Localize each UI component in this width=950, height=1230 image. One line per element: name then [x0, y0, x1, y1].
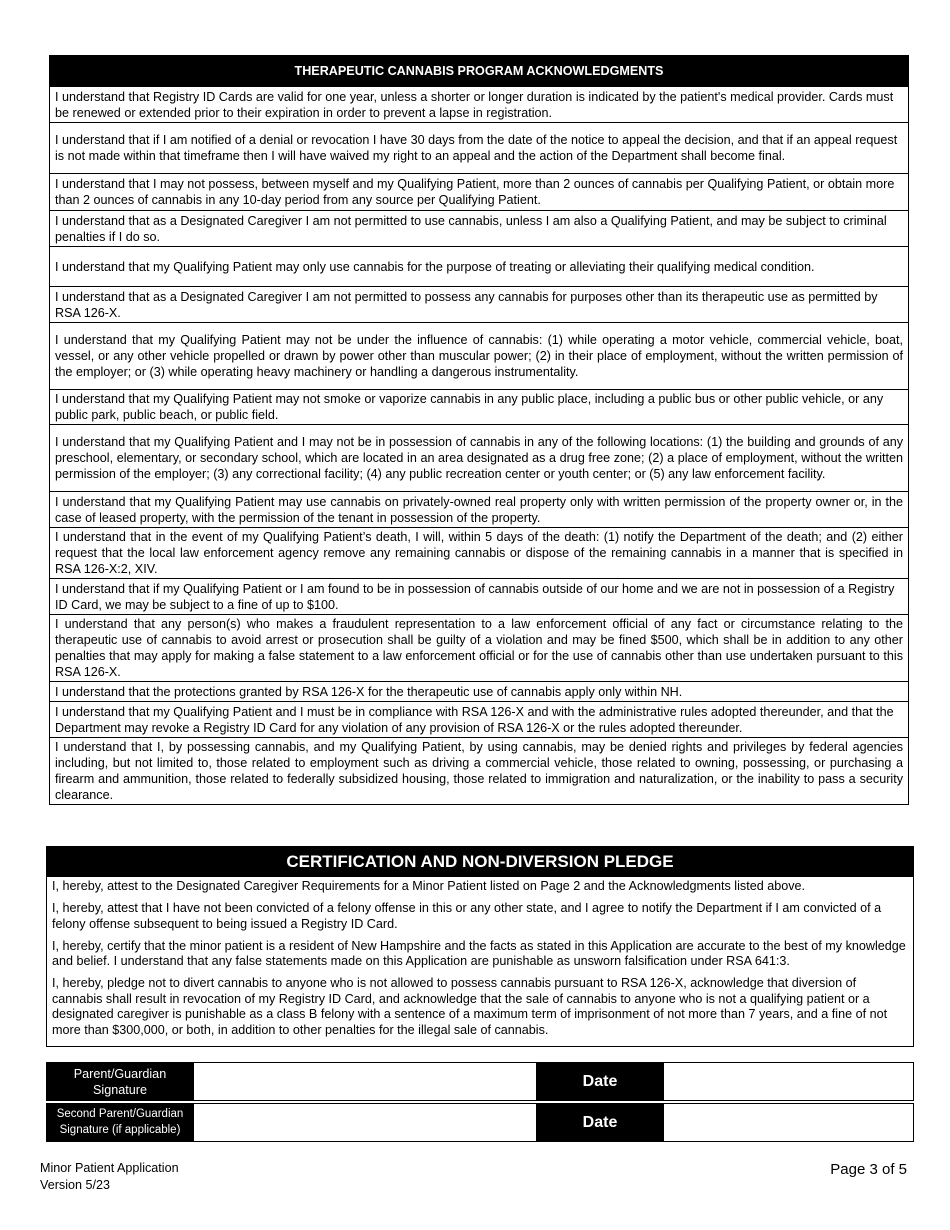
- acknowledgments-title: THERAPEUTIC CANNABIS PROGRAM ACKNOWLEDGMENTS: [50, 56, 909, 87]
- parent-date-field[interactable]: [664, 1063, 914, 1101]
- certification-paragraph: I, hereby, attest to the Designated Caregiver Requirements for a Minor Patient listed on Page 2 and the Acknowledgments listed above.: [52, 879, 806, 893]
- ack-item: I understand that as a Designated Caregiver I am not permitted to possess any cannabis for purposes other than its therapeutic use as permitted by RSA 126-X.: [50, 287, 909, 323]
- second-parent-signature-field[interactable]: [194, 1104, 537, 1142]
- certification-paragraph: I, hereby, attest that I have not been convicted of a felony offense in this or any other state, and I agree to notify the Department if I am convicted of a felony offense subsequent to being issued a Registry ID Card.: [52, 901, 882, 931]
- certification-paragraph: I, hereby, certify that the minor patient is a resident of New Hampshire and the facts as stated in this Application are accurate to the best of my knowledge and belief. I understand that any false statements made on this Application are punishable as unsworn falsification under RSA 641:3.: [52, 938, 906, 968]
- parent-signature-label: Parent/Guardian Signature: [47, 1063, 194, 1101]
- certification-section: [46, 846, 914, 1047]
- page-number: Page 3 of 5: [830, 1161, 907, 1178]
- certification-title: CERTIFICATION AND NON-DIVERSION PLEDGE: [47, 846, 913, 877]
- ack-item: I understand that my Qualifying Patient and I may not be in possession of cannabis in any of the following locations: (1) the building and grounds of any preschool, elementary, or secondary school, which are located in an area designated as a drug free zone; (2) a place of employment, without the written permission of the employer; (3) any correctional facility; (4) any public recreation center or youth center; or (5) any law enforcement facility.: [50, 425, 909, 492]
- ack-item: I understand that my Qualifying Patient and I must be in compliance with RSA 126-X and with the administrative rules adopted thereunder, and that the Department may revoke a Registry ID Card for any violation of any provision of RSA 126-X or the rules adopted thereunder.: [50, 702, 909, 738]
- second-parent-signature-label: Second Parent/Guardian Signature (if applicable): [47, 1104, 194, 1142]
- ack-item: I understand that if my Qualifying Patient or I am found to be in possession of cannabis outside of our home and we are not in possession of a Registry ID Card, we may be subject to a fine of up to $100.: [50, 579, 909, 615]
- form-version: Version 5/23: [40, 1178, 111, 1192]
- ack-item: I understand that I, by possessing cannabis, and my Qualifying Patient, by using cannabis, may be denied rights and privileges by federal agencies including, but not limited to, those related to employment such as driving a commercial vehicle, those related to owning, possessing, or purchasing a firearm and ammunition, those related to federally subsidized housing, those related to immigration and naturalization, or the inability to pass a security clearance.: [50, 738, 909, 805]
- footer-form-info: [40, 1160, 179, 1194]
- ack-item: I understand that in the event of my Qualifying Patient’s death, I will, within 5 days of the death: (1) notify the Department of the death; and (2) either request that the local law enforcement agency remove any remaining cannabis or dispose of the remaining cannabis in a manner that is specified in RSA 126-X:2, XIV.: [50, 528, 909, 579]
- parent-signature-row: [46, 1062, 914, 1101]
- certification-paragraph: I, hereby, pledge not to divert cannabis to anyone who is not allowed to possess cannabis pursuant to RSA 126-X, acknowledge that diversion of cannabis shall result in revocation of my Registry ID Card, and acknowledge that the sale of cannabis to anyone who is not a qualifying patient or a designated caregiver is punishable as a class B felony with a sentence of a maximum term of imprisonment of not more than 7 years, and a fine of not more than $300,000, or both, in addition to other penalties for the illegal sale of cannabis.: [52, 976, 888, 1037]
- ack-item: I understand that the protections granted by RSA 126-X for the therapeutic use of cannabis apply only within NH.: [50, 682, 909, 702]
- parent-date-label: Date: [537, 1063, 664, 1101]
- parent-signature-field[interactable]: [194, 1063, 537, 1101]
- ack-item: I understand that as a Designated Caregiver I am not permitted to use cannabis, unless I am also a Qualifying Patient, and may be subject to criminal penalties if I do so.: [50, 211, 909, 247]
- ack-item: I understand that my Qualifying Patient may not smoke or vaporize cannabis in any public place, including a public bus or other public vehicle, or any public park, public beach, or public field.: [50, 390, 909, 425]
- ack-item: I understand that my Qualifying Patient may only use cannabis for the purpose of treating or alleviating their qualifying medical condition.: [50, 247, 909, 287]
- ack-item: I understand that my Qualifying Patient may not be under the influence of cannabis: (1) while operating a motor vehicle, commercial vehicle, boat, vessel, or any other vehicle propelled or drawn by power other than muscular power; (2) in their place of employment, without the written permission of the employer; or (3) while operating heavy machinery or handling a dangerous instrumentality.: [50, 323, 909, 390]
- ack-item: I understand that Registry ID Cards are valid for one year, unless a shorter or longer duration is indicated by the patient's medical provider. Cards must be renewed or extended prior to their expiration in order to prevent a lapse in registration.: [50, 87, 909, 123]
- ack-item: I understand that my Qualifying Patient may use cannabis on privately-owned real property only with written permission of the property owner or, in the case of leased property, with the permission of the tenant in possession of the property.: [50, 492, 909, 528]
- acknowledgments-table: [49, 55, 909, 805]
- ack-item: I understand that if I am notified of a denial or revocation I have 30 days from the date of the notice to appeal the decision, and that if an appeal request is not made within that timeframe then I will have waived my right to an appeal and the action of the Department shall become final.: [50, 123, 909, 174]
- second-parent-date-label: Date: [537, 1104, 664, 1142]
- ack-item: I understand that any person(s) who makes a fraudulent representation to a law enforcement official of any fact or circumstance relating to the therapeutic use of cannabis to avoid arrest or prosecution shall be guilty of a violation and may be fined $500, which shall be in addition to any other penalties that may apply for making a false statement to a law enforcement official or for the use of cannabis other than use undertaken pursuant to this RSA 126-X.: [50, 615, 909, 682]
- ack-item: I understand that I may not possess, between myself and my Qualifying Patient, more than 2 ounces of cannabis per Qualifying Patient, or obtain more than 2 ounces of cannabis in any 10-day period from any source per Qualifying Patient.: [50, 174, 909, 211]
- second-parent-signature-row: [46, 1103, 914, 1142]
- form-name: Minor Patient Application: [40, 1161, 179, 1175]
- second-parent-date-field[interactable]: [664, 1104, 914, 1142]
